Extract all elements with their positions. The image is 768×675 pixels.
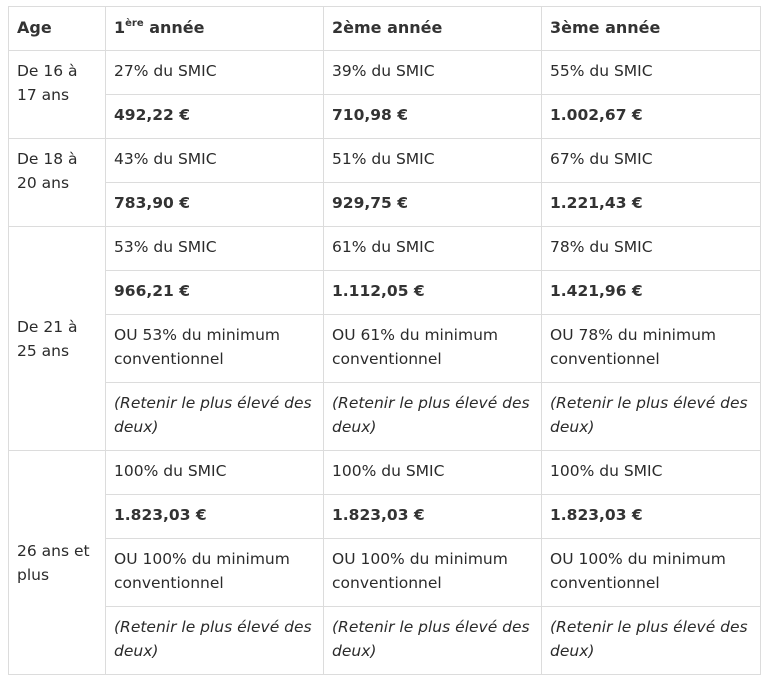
table-cell: 78% du SMIC [542, 227, 761, 271]
table-cell-amount: 1.823,03 € [542, 495, 761, 539]
table-row [9, 183, 761, 227]
age-group-cell: De 21 à 25 ans [9, 227, 106, 451]
table-cell: 55% du SMIC [542, 51, 761, 95]
table-row [9, 271, 761, 315]
table-cell-amount: 1.823,03 € [106, 495, 324, 539]
table-cell: 100% du SMIC [542, 451, 761, 495]
header-year-1-superscript: ère [125, 17, 144, 29]
table-row [9, 495, 761, 539]
table-cell-amount: 966,21 € [106, 271, 324, 315]
header-year-1-number: 1 [114, 18, 126, 37]
table-row [9, 539, 761, 607]
table-cell: OU 61% du minimum conventionnel [324, 315, 542, 383]
table-cell: OU 100% du minimum conventionnel [324, 539, 542, 607]
table-cell: OU 100% du minimum conventionnel [106, 539, 324, 607]
table-row [9, 95, 761, 139]
salary-table-container [8, 6, 761, 675]
table-cell-amount: 1.823,03 € [324, 495, 542, 539]
table-cell-amount: 1.002,67 € [542, 95, 761, 139]
table-cell-note: (Retenir le plus élevé des deux) [324, 607, 542, 675]
header-year-3: 3ème année [542, 7, 761, 51]
table-cell-note: (Retenir le plus élevé des deux) [542, 383, 761, 451]
table-cell-amount: 783,90 € [106, 183, 324, 227]
header-year-1 [106, 7, 324, 51]
table-cell: 61% du SMIC [324, 227, 542, 271]
table-row [9, 451, 761, 495]
table-cell: 100% du SMIC [324, 451, 542, 495]
table-row [9, 383, 761, 451]
table-cell: OU 100% du minimum conventionnel [542, 539, 761, 607]
table-cell-amount: 1.421,96 € [542, 271, 761, 315]
table-cell: 43% du SMIC [106, 139, 324, 183]
table-row [9, 315, 761, 383]
header-year-2: 2ème année [324, 7, 542, 51]
table-cell: 53% du SMIC [106, 227, 324, 271]
table-cell: OU 53% du minimum conventionnel [106, 315, 324, 383]
table-cell-amount: 710,98 € [324, 95, 542, 139]
table-cell: 27% du SMIC [106, 51, 324, 95]
apprentice-salary-table [8, 6, 761, 675]
table-cell-amount: 1.112,05 € [324, 271, 542, 315]
header-year-1-label: année [143, 18, 205, 37]
table-cell-note: (Retenir le plus élevé des deux) [324, 383, 542, 451]
age-group-cell: De 18 à 20 ans [9, 139, 106, 227]
table-row [9, 51, 761, 95]
header-row [9, 7, 761, 51]
table-cell: OU 78% du minimum conventionnel [542, 315, 761, 383]
age-group-cell: 26 ans et plus [9, 451, 106, 675]
table-cell-note: (Retenir le plus élevé des deux) [106, 383, 324, 451]
table-row [9, 227, 761, 271]
table-cell: 51% du SMIC [324, 139, 542, 183]
header-age: Age [9, 7, 106, 51]
table-cell-note: (Retenir le plus élevé des deux) [106, 607, 324, 675]
table-cell-amount: 929,75 € [324, 183, 542, 227]
age-group-cell: De 16 à 17 ans [9, 51, 106, 139]
table-row [9, 607, 761, 675]
table-cell-amount: 1.221,43 € [542, 183, 761, 227]
table-cell: 100% du SMIC [106, 451, 324, 495]
table-cell: 67% du SMIC [542, 139, 761, 183]
table-cell-amount: 492,22 € [106, 95, 324, 139]
table-row [9, 139, 761, 183]
table-cell: 39% du SMIC [324, 51, 542, 95]
table-cell-note: (Retenir le plus élevé des deux) [542, 607, 761, 675]
